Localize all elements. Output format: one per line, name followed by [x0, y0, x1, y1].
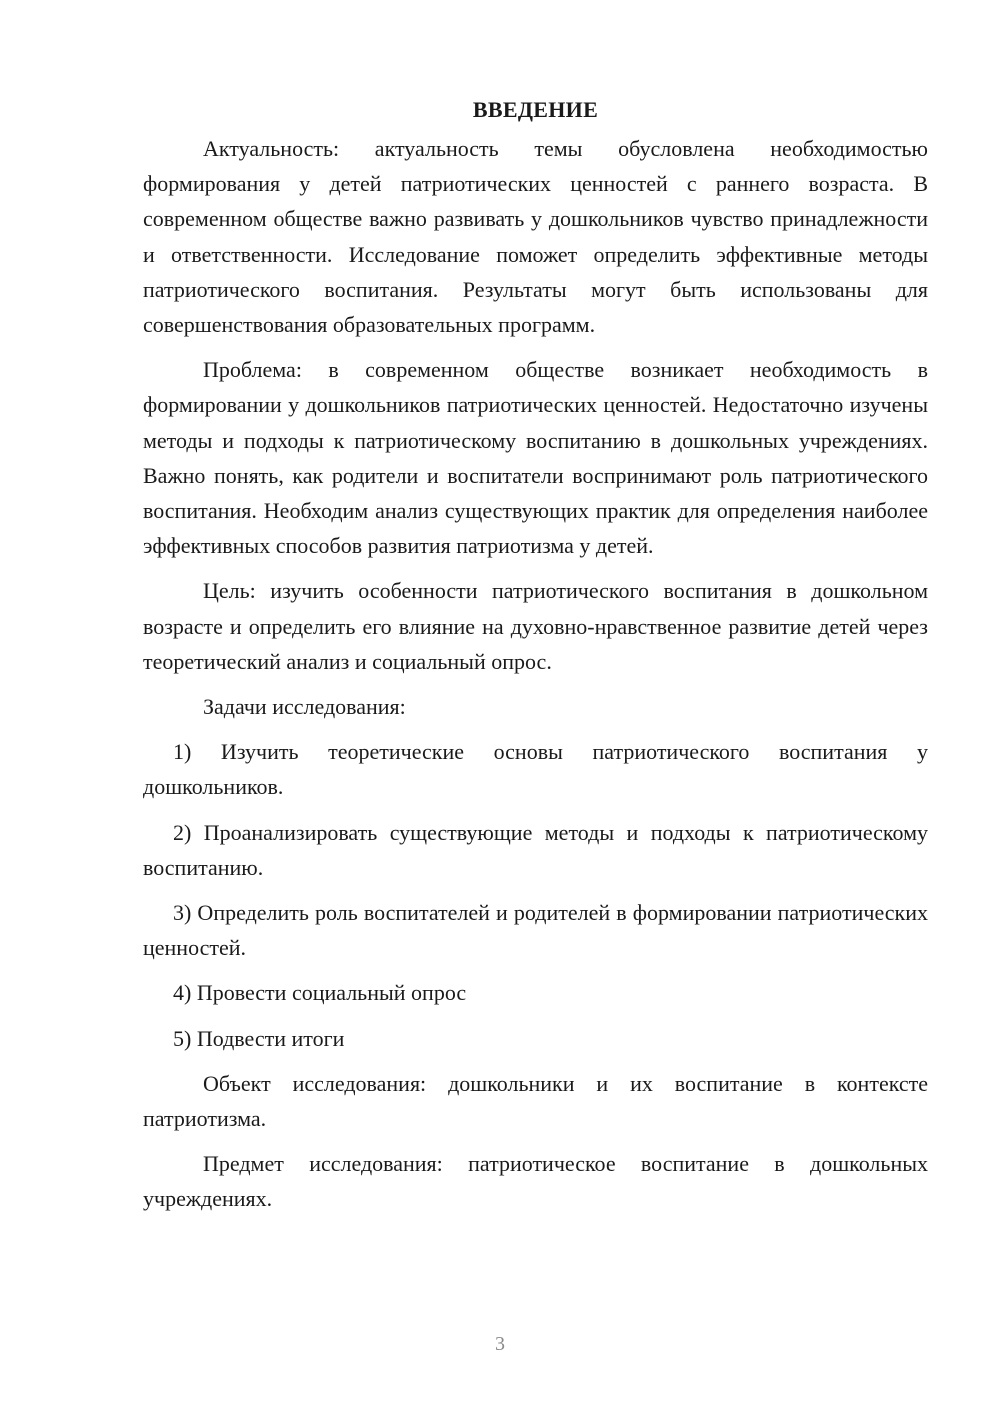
page-number: 3: [495, 1333, 505, 1355]
task-item-1: 1) Изучить теоретические основы патриотического воспитания у дошкольников.: [143, 739, 928, 800]
paragraph-relevance: Актуальность: актуальность темы обусловлена необходимостью формирования у детей патриотических ценностей с раннего возраста. В современном обществе важно развивать у дошкольников чувство принадлежности и ответственности. Исследование поможет определить эффективные методы патриотического воспитания. Результаты могут быть использованы для совершенствования образовательных программ.: [143, 136, 928, 338]
tasks-heading: Задачи исследования:: [203, 694, 406, 720]
paragraph-object: Объект исследования: дошкольники и их воспитание в контексте патриотизма.: [143, 1070, 928, 1132]
task-item-4: 4) Провести социальный опрос: [173, 980, 467, 1006]
task-item-2: 2) Проанализировать существующие методы и подходы к патриотическому воспитанию.: [143, 819, 928, 880]
section-title: ВВЕДЕНИЕ: [472, 97, 599, 122]
paragraph-subject: Предмет исследования: патриотическое воспитание в дошкольных учреждениях.: [143, 1151, 928, 1212]
document-page: [143, 95, 928, 1227]
paragraph-problem: Проблема: в современном обществе возникает необходимость в формировании у дошкольников патриотических ценностей. Недостаточно изучены методы и подходы к патриотическому воспитанию в дошкольных учреждениях. Важно понять, как родители и воспитатели воспринимают роль патриотического воспитания. Необходим анализ существующих практик для определения наиболее эффективных способов развития патриотизма у детей.: [143, 357, 928, 559]
task-item-5: 5) Подвести итоги: [173, 1025, 345, 1051]
task-item-3: 3) Определить роль воспитателей и родителей в формировании патриотических ценностей.: [143, 900, 928, 961]
paragraph-goal: Цель: изучить особенности патриотического воспитания в дошкольном возрасте и определить его влияние на духовно-нравственное развитие детей через теоретический анализ и социальный опрос.: [143, 578, 928, 674]
